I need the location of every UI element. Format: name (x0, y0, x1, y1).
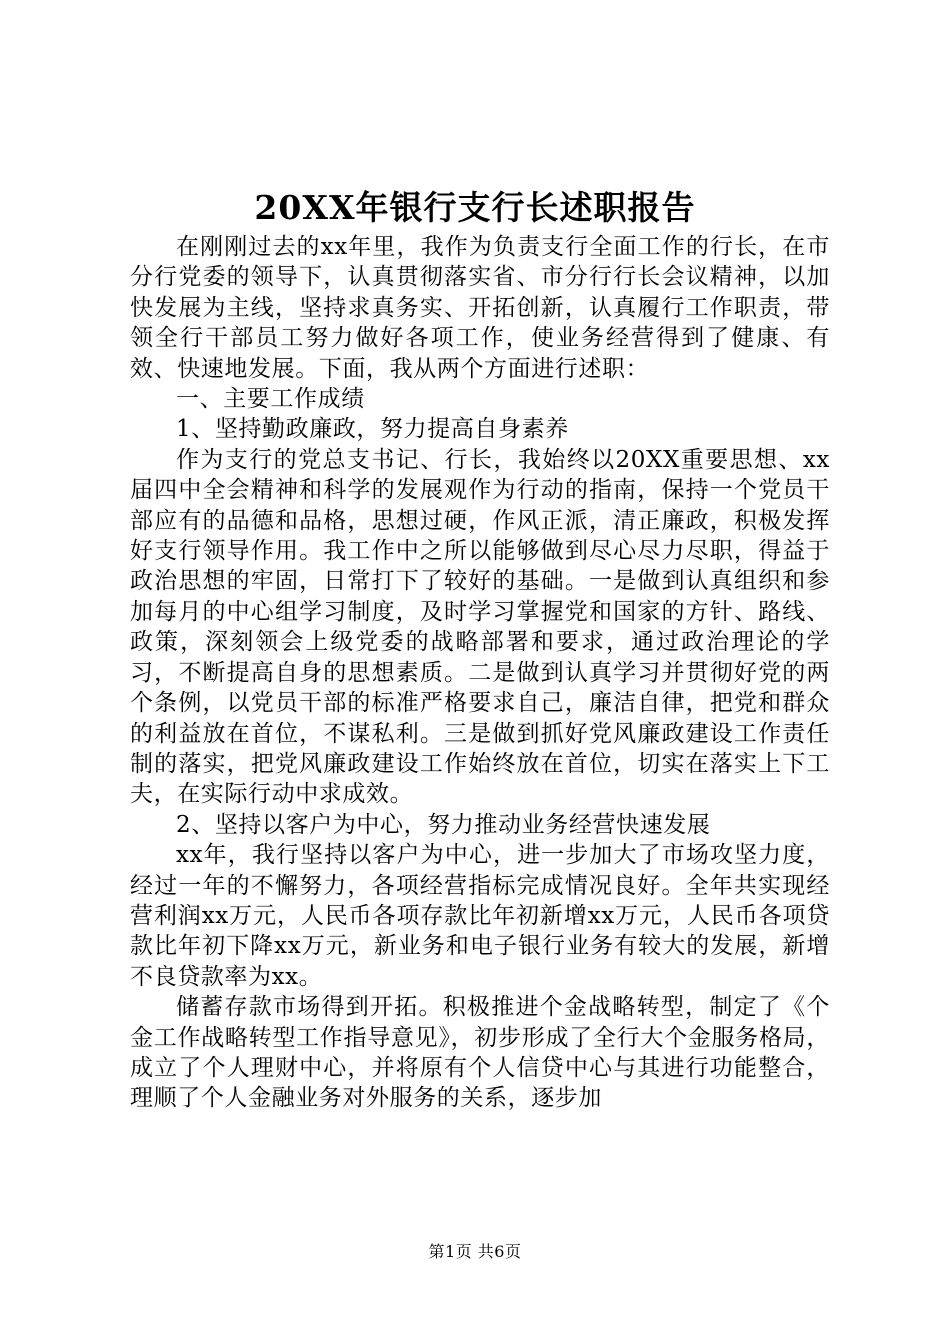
section-heading: 一、主要工作成绩 (176, 386, 365, 413)
document-title: 20XX年银行支行长述职报告 (254, 188, 696, 227)
paragraph-intro: 在刚刚过去的xx年里，我作为负责支行全面工作的行长，在市分行党委的领导下，认真贯彻落实省、市分行行长会议精神，以加快发展为主线，坚持求真务实、开拓创新，认真履行工作职责，带领全行干部员工努力做好各项工作，使业务经营得到了健康、有效、快速地发展。下面，我从两个方面进行述职： (130, 234, 830, 382)
paragraph-savings: 储蓄存款市场得到开拓。积极推进个金战略转型，制定了《个金工作战略转型工作指导意见》，初步形成了全行大个金服务格局，成立了个人理财中心，并将原有个人信贷中心与其进行功能整合，理顺了个人金融业务对外服务的关系，逐步加 (130, 994, 830, 1112)
subsection-heading-1: 1、坚持勤政廉政，努力提高自身素养 (176, 416, 569, 443)
paragraph-integrity: 作为支行的党总支书记、行长，我始终以20XX重要思想、xx届四中全会精神和科学的发展观作为行动的指南，保持一个党员干部应有的品德和品格，思想过硬，作风正派，清正廉政，积极发挥好支行领导作用。我工作中之所以能够做到尽心尽力尽职，得益于政治思想的牢固，日常打下了较好的基础。一是做到认真组织和参加每月的中心组学习制度，及时学习掌握党和国家的方针、路线、政策，深刻领会上级党委的战略部署和要求，通过政治理论的学习，不断提高自身的思想素质。二是做到认真学习并贯彻好党的两个条例，以党员干部的标准严格要求自己，廉洁自律，把党和群众的利益放在首位，不谋私利。三是做到抓好党风廉政建设工作责任制的落实，把党风廉政建设工作始终放在首位，切实在落实上下工夫，在实际行动中求成效。 (130, 446, 830, 808)
paragraph-performance: xx年，我行坚持以客户为中心，进一步加大了市场攻坚力度，经过一年的不懈努力，各项经营指标完成情况良好。全年共实现经营利润xx万元，人民币各项存款比年初新增xx万元，人民币各项贷款比年初下降xx万元，新业务和电子银行业务有较大的发展，新增不良贷款率为xx。 (130, 842, 830, 990)
subsection-heading-2: 2、坚持以客户为中心，努力推动业务经营快速发展 (176, 811, 711, 838)
page-number-footer: 第1页 共6页 (428, 1242, 522, 1261)
document-body (130, 232, 830, 1114)
